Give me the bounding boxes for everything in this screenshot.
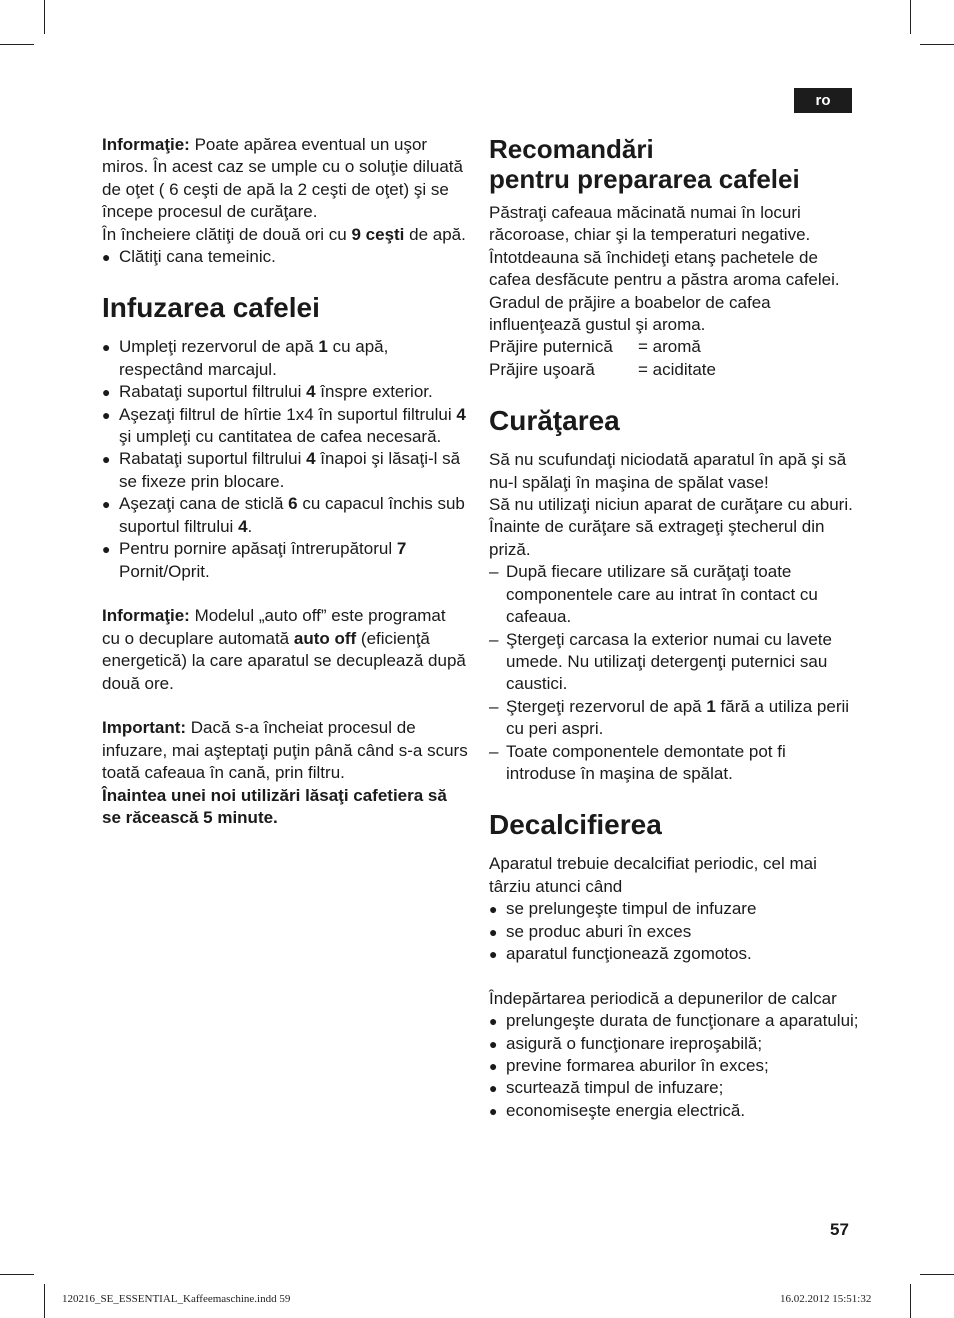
footer-timestamp: 16.02.2012 15:51:32 — [780, 1293, 872, 1305]
heading-decalcifierea: Decalcifierea — [489, 809, 662, 841]
crop-mark — [910, 1284, 911, 1318]
list-item: ● economiseşte energia electrică. — [489, 1100, 859, 1122]
info-label: Informaţie: — [102, 606, 190, 626]
paragraph: Îndepărtarea periodică a depunerilor de calcar — [489, 988, 837, 1008]
list-item: ● previne formarea aburilor în exces; — [489, 1055, 859, 1077]
info-text: Poate apărea eventual un uşor miros. În acest caz se umple cu o soluţie diluată de oţet ( 6 ceşti de apă la 2 ceşti de oţet) şi se începe procesul de curăţare. — [102, 135, 463, 222]
crop-mark — [44, 0, 45, 34]
list-item: ● Clătiţi cana temeinic. — [102, 246, 468, 268]
paragraph: Gradul de prăjire a boabelor de cafea influenţează gustul şi aroma. — [489, 292, 771, 335]
list-item: ● se produc aburi în exces — [489, 921, 859, 943]
list-item: ● se prelungeşte timpul de infuzare — [489, 898, 859, 920]
decalc-benefits-list — [489, 1010, 859, 1122]
list-item: ● aparatul funcţionează zgomotos. — [489, 943, 859, 965]
paragraph: Aparatul trebuie decalcifiat periodic, cel mai târziu atunci când — [489, 854, 817, 896]
list-item: ● scurtează timpul de infuzare; — [489, 1077, 859, 1099]
auto-off-paragraph: Informaţie: Modelul „auto off” este programat cu o decuplare automată auto off (eficienţă energetică) la care aparatul se decuplează după două ore. — [102, 606, 466, 693]
infuzarea-steps — [102, 336, 468, 582]
list-item: – Toate componentele demontate pot fi introduse în maşina de spălat. — [489, 741, 859, 786]
paragraph: Păstraţi cafeaua măcinată numai în locuri răcoroase, chiar şi la temperaturi negative. — [489, 203, 811, 245]
crop-mark — [920, 44, 954, 45]
list-item: ● Rabataţi suportul filtrului 4 înspre exterior. — [102, 381, 468, 403]
list-item: ● Umpleţi rezervorul de apă 1 cu apă, respectând marcajul. — [102, 336, 468, 381]
info-paragraph — [102, 134, 468, 224]
cooldown-note: Înaintea unei noi utilizări lăsaţi cafetiera să se răcească 5 minute. — [102, 785, 447, 827]
decalc-signs-list — [489, 898, 859, 965]
paragraph: Să nu utilizaţi niciun aparat de curăţare cu aburi. — [489, 495, 853, 515]
rinse-paragraph — [102, 224, 468, 246]
roast-row: Prăjire uşoară = aciditate — [489, 359, 716, 379]
rinse-text-end: de apă. — [404, 224, 466, 244]
language-badge: ro — [794, 88, 852, 113]
crop-mark — [910, 0, 911, 34]
heading-curatarea: Curăţarea — [489, 405, 620, 437]
right-column — [489, 134, 859, 1122]
list-item: ● asigură o funcţionare ireproşabilă; — [489, 1033, 859, 1055]
footer-filename: 120216_SE_ESSENTIAL_Kaffeemaschine.indd 59 — [62, 1293, 291, 1305]
info-label: Informaţie: — [102, 135, 190, 154]
list-item: – Ştergeţi carcasa la exterior numai cu lavete umede. Nu utilizaţi detergenţi puternici sau caustici. — [489, 629, 859, 696]
crop-mark — [920, 1274, 954, 1275]
paragraph: Înainte de curăţare să extrageţi ştecherul din priză. — [489, 517, 825, 559]
list-item: ● Pentru pornire apăsaţi întrerupătorul 7 Pornit/Oprit. — [102, 538, 468, 583]
important-paragraph: Important: Dacă s-a încheiat procesul de infuzare, mai aşteptaţi puţin până când s-a scurs toată cafeaua în cană, prin filtru. — [102, 718, 468, 783]
list-item: ● prelungeşte durata de funcţionare a aparatului; — [489, 1010, 859, 1032]
curatarea-list — [489, 561, 859, 785]
page-number: 57 — [830, 1220, 849, 1239]
left-column — [102, 134, 468, 829]
list-item: – După fiecare utilizare să curăţaţi toate componentele care au intrat în contact cu cafeaua. — [489, 561, 859, 628]
list-item: ● Rabataţi suportul filtrului 4 înapoi şi lăsaţi-l să se fixeze prin blocare. — [102, 448, 468, 493]
paragraph: Să nu scufundaţi niciodată aparatul în apă şi să nu-l spălaţi în maşina de spălat vase! — [489, 450, 847, 492]
rinse-text: În încheiere clătiţi de două ori cu — [102, 224, 352, 244]
list-item: – Ştergeţi rezervorul de apă 1 fără a utiliza perii cu peri aspri. — [489, 696, 859, 741]
crop-mark — [0, 1274, 34, 1275]
heading-recomandari: Recomandări pentru prepararea cafelei — [489, 134, 800, 194]
roast-row: Prăjire puternică = aromă — [489, 337, 701, 357]
list-item: ● Aşezaţi cana de sticlă 6 cu capacul închis sub suportul filtrului 4. — [102, 493, 468, 538]
crop-mark — [0, 44, 34, 45]
list-item: ● Aşezaţi filtrul de hîrtie 1x4 în suportul filtrului 4 şi umpleţi cu cantitatea de cafea necesară. — [102, 404, 468, 449]
heading-infuzarea: Infuzarea cafelei — [102, 292, 320, 324]
important-label: Important: — [102, 718, 187, 738]
paragraph: Întotdeauna să închideţi etanş pachetele de cafea desfăcute pentru a păstra aroma cafelei. — [489, 247, 840, 290]
crop-mark — [44, 1284, 45, 1318]
rinse-cups: 9 ceşti — [351, 224, 405, 244]
rinse-list — [102, 246, 468, 268]
